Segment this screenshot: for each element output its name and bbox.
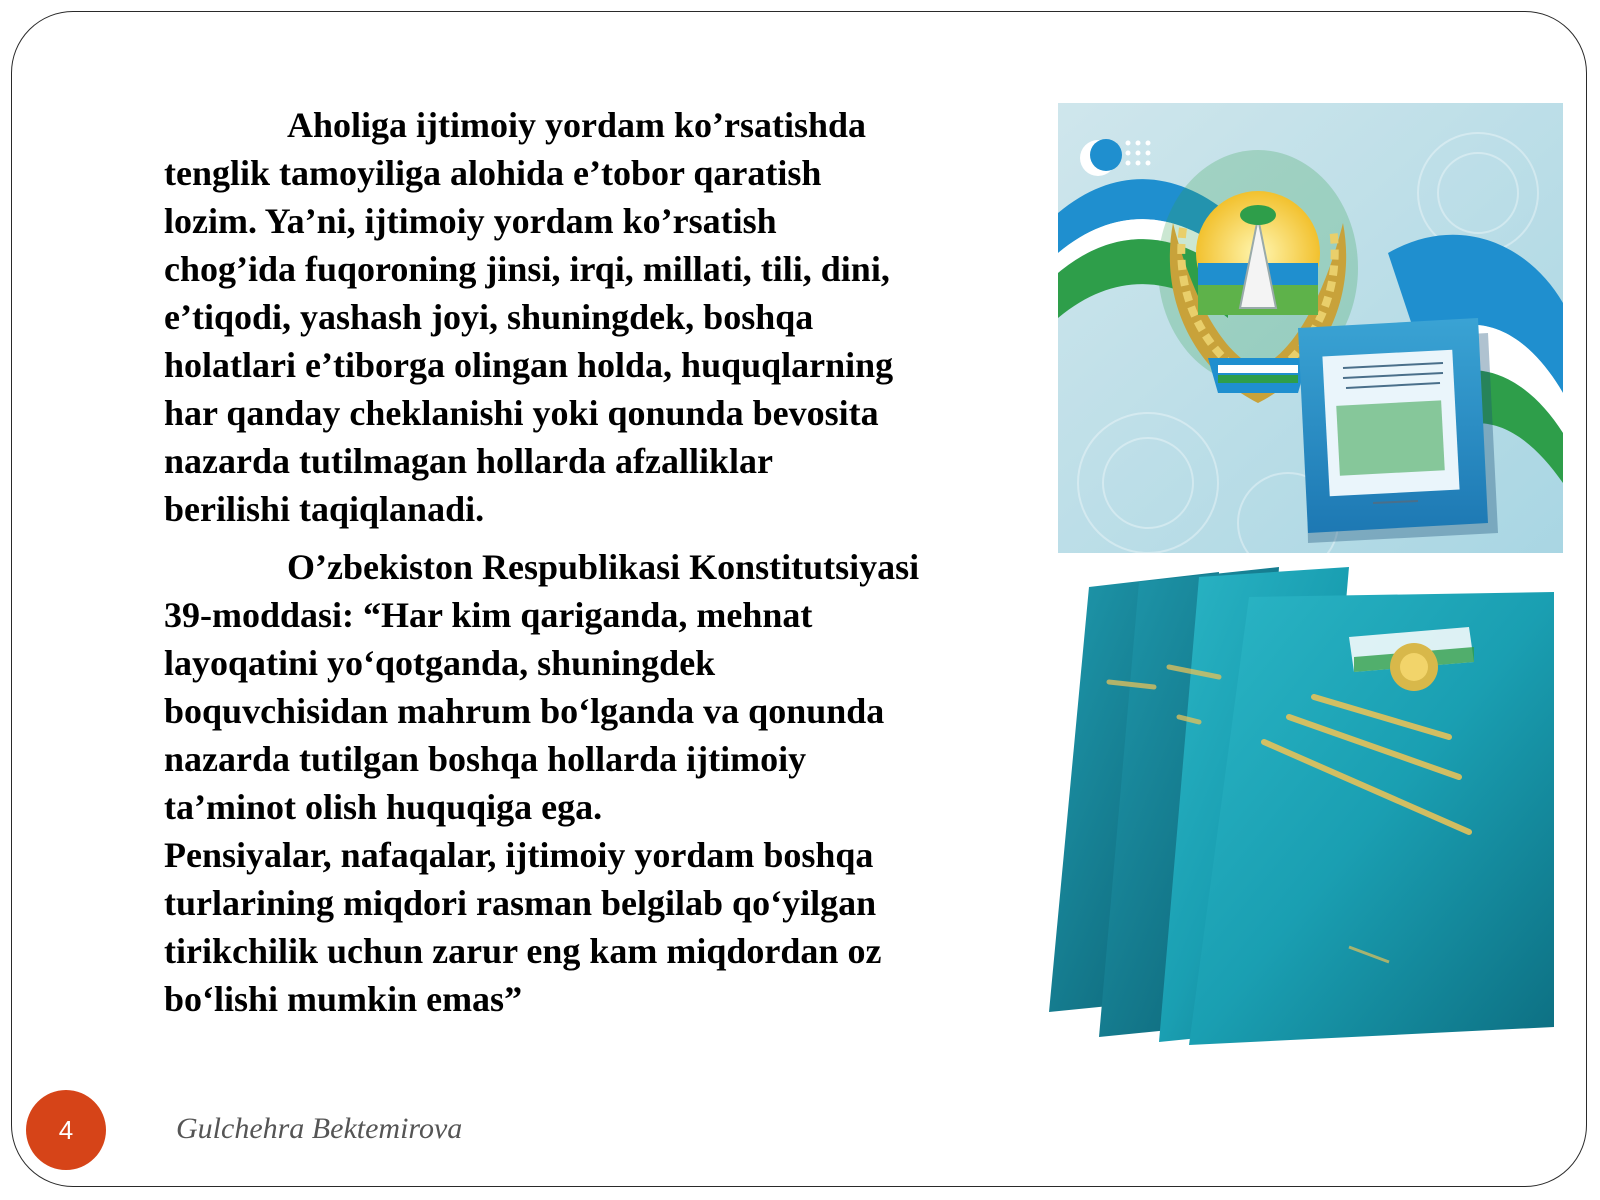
text-line: chog’ida fuqoroning jinsi, irqi, millati, tili, dini, (164, 249, 890, 289)
text-line: lozim. Ya’ni, ijtimoiy yordam ko’rsatish (164, 201, 777, 241)
paragraph-pension-quote (164, 831, 1014, 1023)
slide-body-text (164, 101, 1014, 1023)
text-line: turlarining miqdori rasman belgilab qo‘yilgan (164, 883, 877, 923)
text-line: O’zbekiston Respublikasi Konstitutsiyasi (287, 547, 920, 587)
text-line: bo‘lishi mumkin emas” (164, 979, 523, 1019)
text-line: nazarda tutilgan boshqa hollarda ijtimoiy (164, 739, 807, 779)
constitution-book-icon (1298, 318, 1498, 543)
text-line: har qanday cheklanishi yoki qonunda bevosita (164, 393, 879, 433)
paragraph-equality-principle (164, 101, 1014, 533)
books-illustration (1049, 567, 1563, 1047)
emblem-and-constitution-image (1058, 103, 1563, 553)
text-line: tenglik tamoyiliga alohida e’tobor qaratish (164, 153, 822, 193)
text-line: e’tiqodi, yashash joyi, shuningdek, boshqa (164, 297, 814, 337)
author-footer: Gulchehra Bektemirova (176, 1112, 463, 1145)
page-number-badge (26, 1090, 106, 1170)
text-line: berilishi taqiqlanadi. (164, 489, 485, 529)
constitution-books-image (1049, 567, 1563, 1047)
text-line: tirikchilik uchun zarur eng kam miqdordan oz (164, 931, 882, 971)
paragraph-constitution-article (164, 543, 1014, 831)
text-line: Pensiyalar, nafaqalar, ijtimoiy yordam boshqa (164, 835, 874, 875)
text-line: layoqatini yo‘qotganda, shuningdek (164, 643, 716, 683)
text-line: boquvchisidan mahrum bo‘lganda va qonunda (164, 691, 885, 731)
text-line: 39-moddasi: “Har kim qariganda, mehnat (164, 595, 813, 635)
text-line: nazarda tutilmagan hollarda afzalliklar (164, 441, 774, 481)
text-line: ta’minot olish huquqiga ega. (164, 787, 603, 827)
text-line: holatlari e’tiborga olingan holda, huquqlarning (164, 345, 894, 385)
text-line: Aholiga ijtimoiy yordam ko’rsatishda (287, 105, 867, 145)
emblem-illustration (1058, 103, 1563, 553)
slide (11, 11, 1587, 1187)
page-number: 4 (58, 1114, 74, 1145)
